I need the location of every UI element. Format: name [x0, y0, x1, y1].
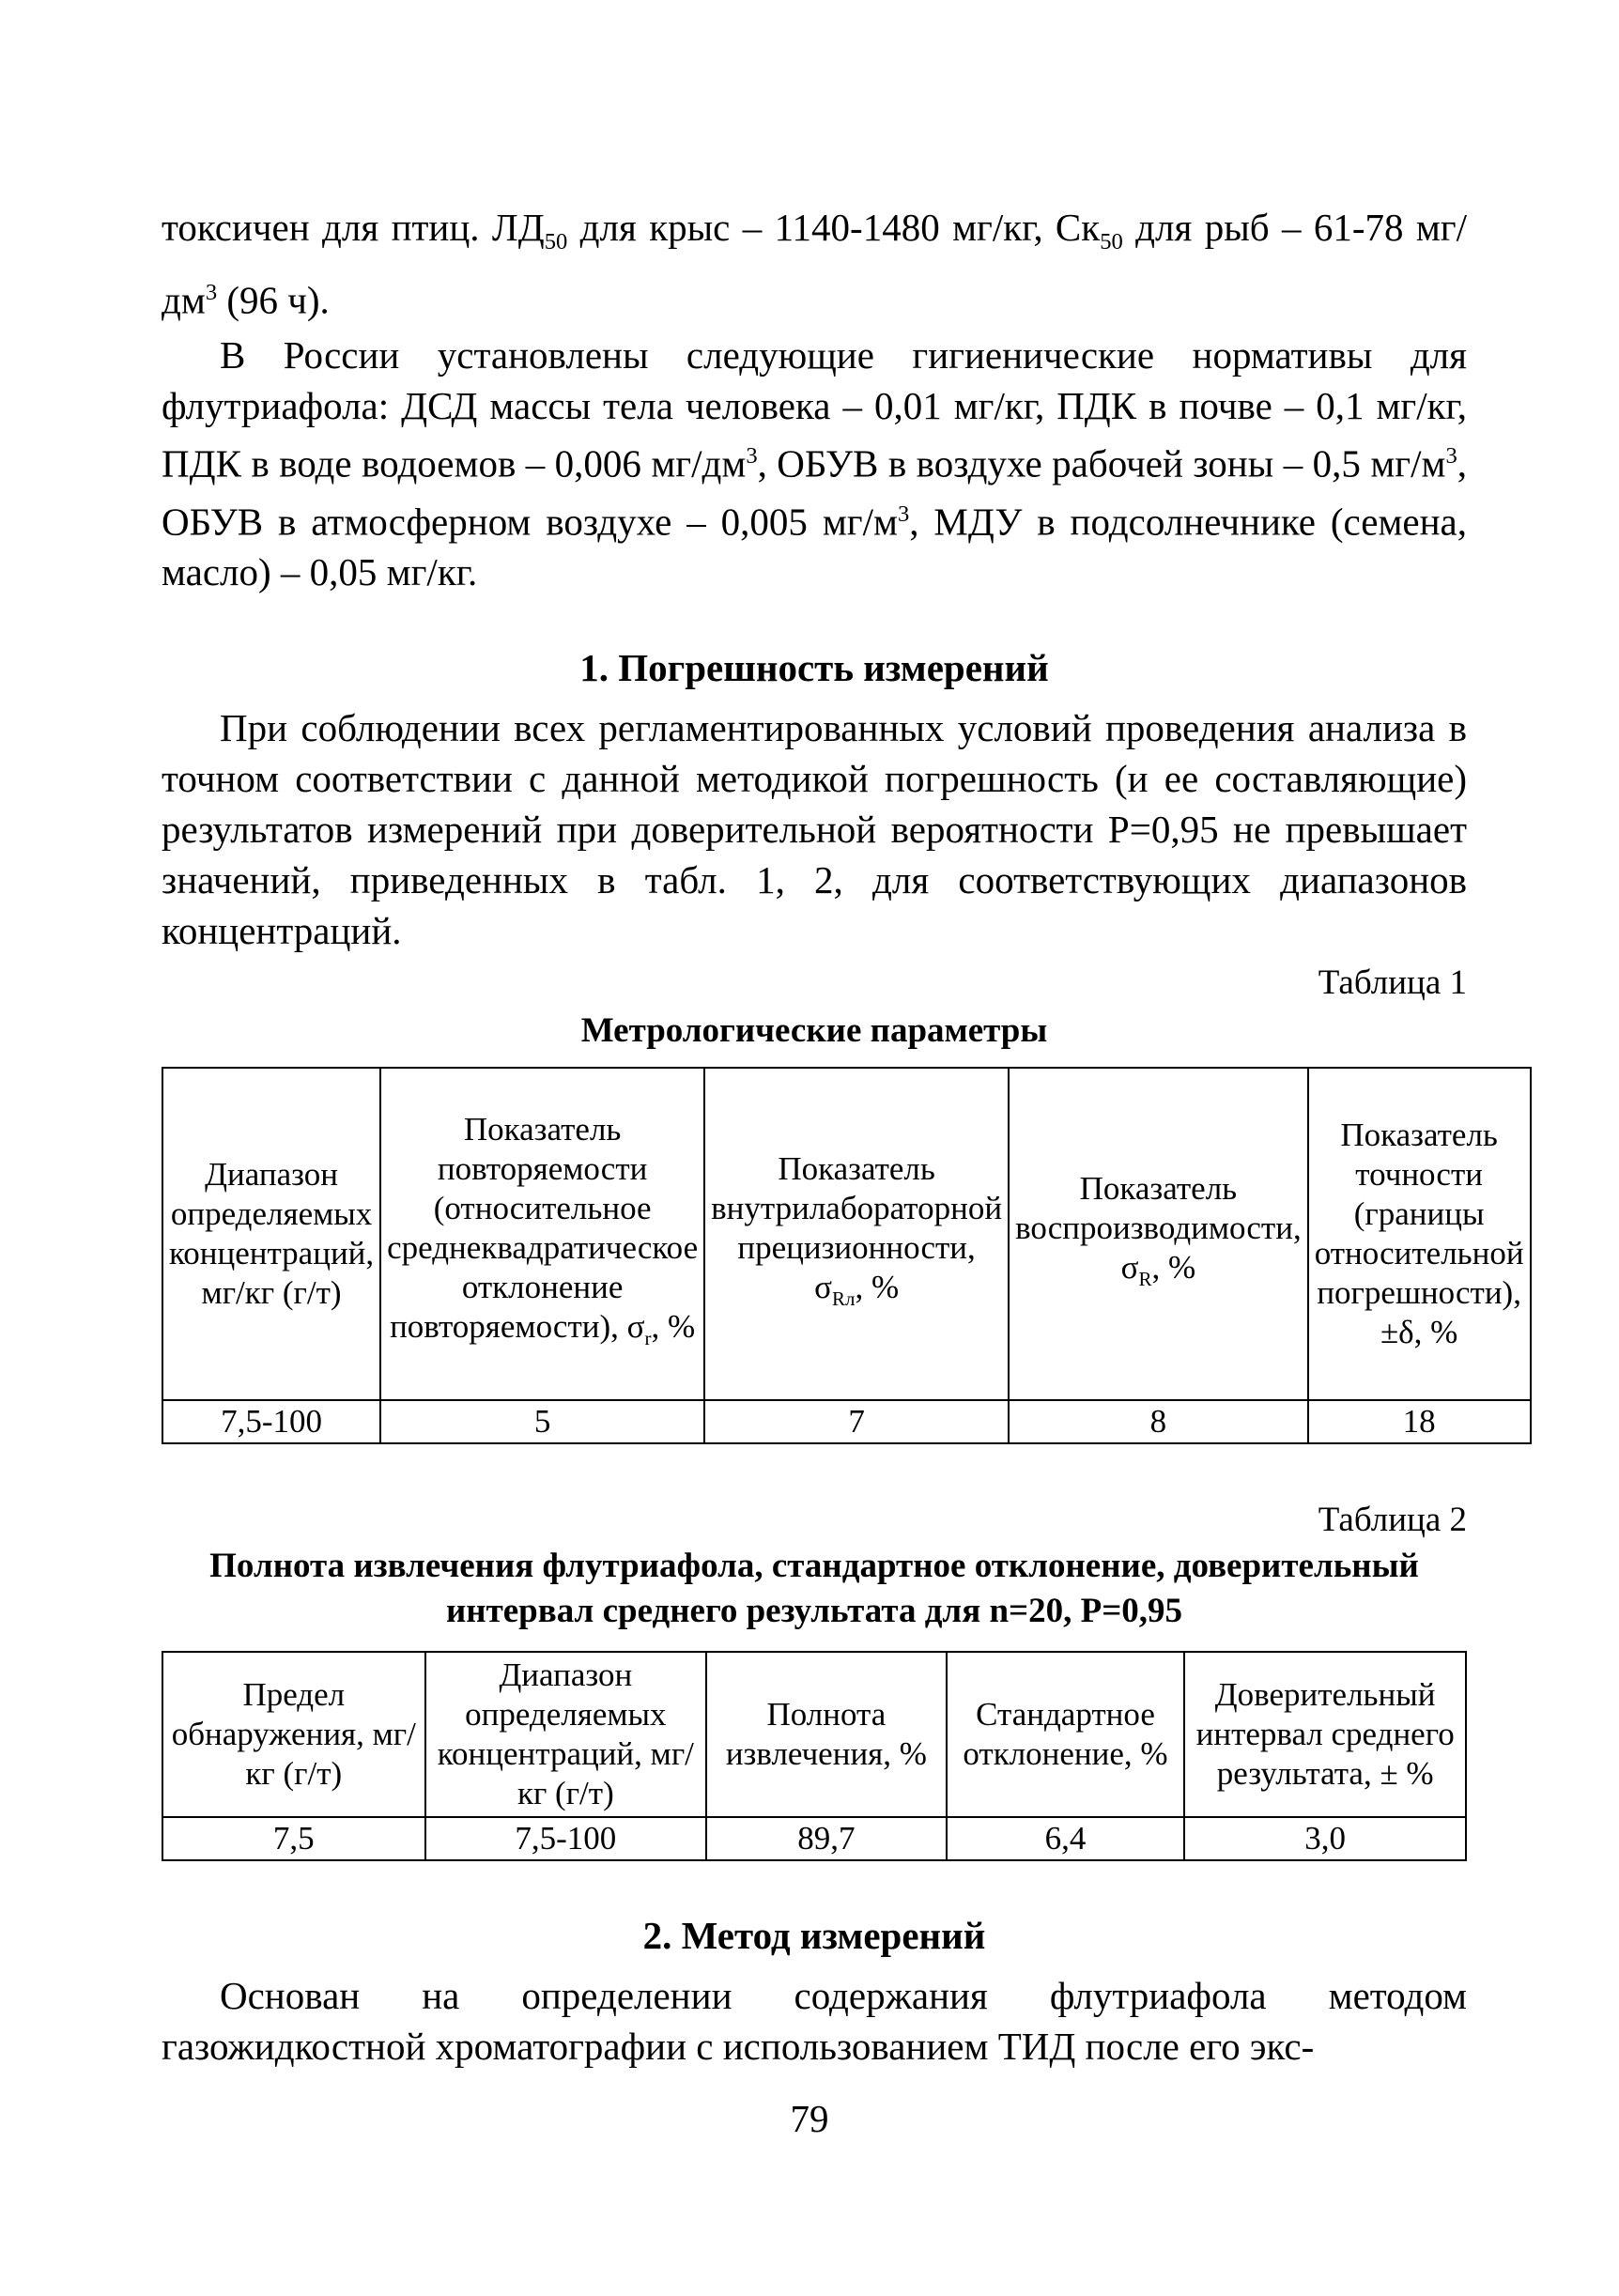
table-1-header-row — [162, 1068, 1531, 1400]
intro-paragraph-1: токсичен для птиц. $ЛД_{50}$ для крыс – 1140-1480 мг/кг, $Ск_{50}$ для рыб – 61-78 $мг/дм^3$ (96 ч). — [162, 206, 1467, 322]
table-1-header-reproducibility: Показатель воспроизводимости, $\sigma_R$, % — [1009, 1068, 1308, 1400]
table-1-header-intralab: Показатель внутрилабораторной прецизионности, $\sigma_{Rл}$, % — [704, 1068, 1009, 1400]
table-2-cell: 89,7 — [706, 1817, 947, 1860]
intro-paragraph-2: В России установлены следующие гигиенические нормативы для флутриафола: ДСД массы тела человека – 0,01 мг/кг, ПДК в почве – 0,1 мг/кг, ПДК в воде водоемов – 0,006 $мг/дм^3$, ОБУВ в воздухе рабочей зоны – 0,5 $мг/м^3$, ОБУВ в атмосферном воздухе – 0,005 $мг/м^3$, МДУ в подсолнечнике (семена, масло) – 0,05 мг/кг. — [162, 332, 1467, 594]
table-1-cell: 18 — [1308, 1400, 1531, 1443]
table-2-header-detection-limit: Предел обнаружения, мг/кг (г/т) — [162, 1652, 425, 1817]
table-1-header-range: Диапазон определяемых концентраций, мг/кг (г/т) — [162, 1068, 380, 1400]
table-2-cell: 7,5-100 — [425, 1817, 707, 1860]
table-2-header-std-deviation: Стандартное отклонение, % — [947, 1652, 1185, 1817]
table-2-header-row — [162, 1652, 1466, 1817]
recovery-table — [162, 1651, 1467, 1861]
table-1-label: Таблица 1 — [1318, 963, 1467, 1003]
table-2-header-range: Диапазон определяемых концентраций, мг/кг (г/т) — [425, 1652, 707, 1817]
page-number: 79 — [790, 2097, 829, 2140]
page-body — [162, 202, 1524, 2072]
table-2-header-recovery: Полнота извлечения, % — [706, 1652, 947, 1817]
table-2-cell: 7,5 — [162, 1817, 425, 1860]
table-1-header-repeatability: Показатель повторяемости (относительное среднеквадратическое отклонение повторяемости), $\sigma_r$, % — [380, 1068, 704, 1400]
table-1-title: Метрологические параметры — [580, 1011, 1048, 1051]
section-1-heading: 1. Погрешность измерений — [579, 646, 1049, 690]
section-2-text: Основан на определении содержания флутриафола методом газожидкостной хроматографии с использованием ТИД после его экс- — [162, 1974, 1467, 2069]
section-2-heading: 2. Метод измерений — [642, 1914, 986, 1958]
table-2-cell: 3,0 — [1184, 1817, 1466, 1860]
table-1-cell: 8 — [1009, 1400, 1308, 1443]
table-2-header-confidence-interval: Доверительный интервал среднего результата, ± % — [1184, 1652, 1466, 1817]
table-1-header-accuracy: Показатель точности (границы относительной погрешности), ±δ, % — [1308, 1068, 1531, 1400]
table-1-cell: 7 — [704, 1400, 1009, 1443]
table-row — [162, 1400, 1531, 1443]
table-2-cell: 6,4 — [947, 1817, 1185, 1860]
table-1-cell: 5 — [380, 1400, 704, 1443]
table-2-label: Таблица 2 — [1318, 1501, 1467, 1540]
table-1-cell: 7,5-100 — [162, 1400, 380, 1443]
table-2-title: Полнота извлечения флутриафола, стандартное отклонение, доверительный интервал среднего результата для n=20, Р=0,95 — [209, 1547, 1419, 1631]
section-1-text: При соблюдении всех регламентированных условий проведения анализа в точном соответствии с данной методикой погрешность (и ее составляющие) результатов измерений при доверительной вероятности Р=0,95 не превышает значений, приведенных в табл. 1, 2, для соответствующих диапазонов концентраций. — [162, 706, 1467, 953]
table-row — [162, 1817, 1466, 1860]
metrology-table — [162, 1067, 1532, 1444]
